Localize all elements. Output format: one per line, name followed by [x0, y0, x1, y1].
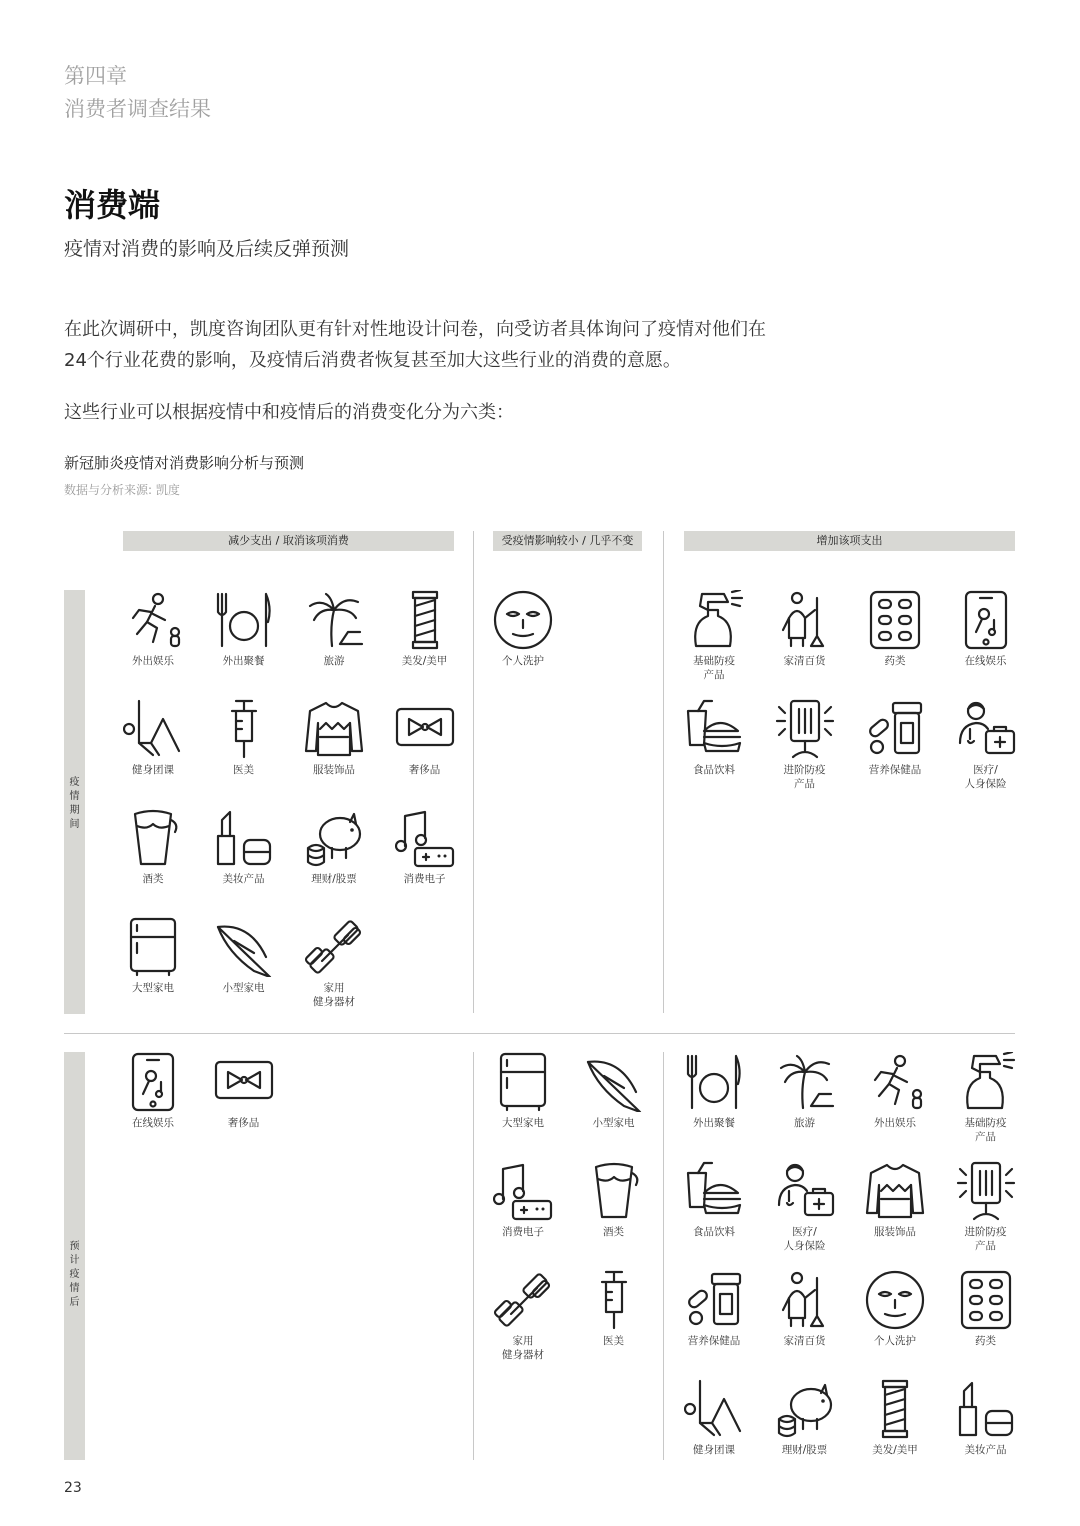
- doctor-kit-icon: [941, 699, 1031, 759]
- category-item: [760, 1161, 850, 1253]
- iron-icon: [569, 1052, 659, 1112]
- syringe-icon: [569, 1270, 659, 1330]
- category-label: 家清百货: [783, 655, 826, 667]
- category-label: 进阶防疫 产品: [783, 764, 826, 790]
- chapter-title: 消费者调查结果: [64, 97, 211, 121]
- category-label: 食品饮料: [693, 764, 735, 776]
- category-item: [569, 1052, 659, 1130]
- category-label: 医美: [233, 764, 254, 776]
- category-item: [850, 699, 940, 777]
- category-label: 外出娱乐: [132, 655, 174, 667]
- column-divider-2-bottom: [663, 1052, 664, 1460]
- category-label: 酒类: [142, 873, 164, 885]
- fridge-icon: [108, 917, 198, 977]
- category-label: 奢侈品: [408, 764, 441, 776]
- category-item: [289, 917, 379, 1009]
- category-label: 服装饰品: [874, 1226, 916, 1238]
- category-item: [108, 808, 198, 886]
- category-item: [941, 590, 1031, 668]
- category-item: [941, 1052, 1031, 1144]
- spray-bottle-icon: [941, 1052, 1031, 1112]
- figure-title: 新冠肺炎疫情对消费影响分析与预测: [64, 454, 305, 472]
- category-item: [941, 1379, 1031, 1457]
- category-item: [108, 590, 198, 668]
- fork-plate-knife-icon: [669, 1052, 759, 1112]
- cleaner-icon: [760, 1270, 850, 1330]
- category-item: [199, 917, 289, 995]
- category-label: 家用 健身器材: [502, 1335, 544, 1361]
- palm-tree-icon: [760, 1052, 850, 1112]
- category-item: [478, 590, 568, 668]
- doctor-kit-icon: [760, 1161, 850, 1221]
- category-item: [760, 1052, 850, 1130]
- supplement-icon: [669, 1270, 759, 1330]
- piggy-bank-icon: [760, 1379, 850, 1439]
- category-label: 外出聚餐: [222, 655, 265, 667]
- intro-line-1: 在此次调研中，凯度咨询团队更有针对性地设计问卷，向受访者具体询问了疫情对他们在: [64, 319, 766, 340]
- grid-during-same: [478, 590, 659, 1014]
- barber-pole-icon: [380, 590, 470, 650]
- category-item: [850, 1379, 940, 1457]
- category-label: 个人洗护: [502, 655, 544, 667]
- column-divider-1-bottom: [473, 1052, 474, 1460]
- palm-tree-icon: [289, 590, 379, 650]
- fridge-icon: [478, 1052, 568, 1112]
- category-paragraph: 这些行业可以根据疫情中和疫情后的消费变化分为六类：: [64, 402, 514, 423]
- face-mask-icon: [850, 1270, 940, 1330]
- dumbbell-icon: [289, 917, 379, 977]
- category-label: 医美: [603, 1335, 624, 1347]
- yoga-person-icon: [669, 1379, 759, 1439]
- page-number: 23: [64, 1480, 82, 1496]
- grid-after-increase: [669, 1052, 1031, 1460]
- row-label-during-text: 疫 情 期 间: [69, 777, 80, 830]
- category-item: [760, 699, 850, 791]
- category-item: [850, 1052, 940, 1130]
- row-divider: [64, 1033, 1015, 1034]
- intro-line-2: 24个行业花费的影响，及疫情后消费者恢复甚至加大这些行业的消费的意愿。: [64, 350, 681, 371]
- person-running-icon: [850, 1052, 940, 1112]
- column-divider-2-top: [663, 531, 664, 1013]
- figure-source: 数据与分析来源: 凯度: [64, 483, 180, 497]
- category-item: [669, 1052, 759, 1130]
- page-title: 消费端: [64, 186, 161, 224]
- category-item: [569, 1161, 659, 1239]
- category-label: 家用 健身器材: [313, 982, 355, 1008]
- category-label: 奢侈品: [227, 1117, 260, 1129]
- category-label: 美发/美甲: [401, 655, 448, 667]
- category-item: [478, 1052, 568, 1130]
- chapter-heading: [64, 60, 211, 126]
- music-gamepad-icon: [478, 1161, 568, 1221]
- pill-pack-icon: [850, 590, 940, 650]
- category-label: 基础防疫 产品: [693, 655, 735, 681]
- category-item: [199, 699, 289, 777]
- phone-mic-icon: [941, 590, 1031, 650]
- category-label: 健身团课: [693, 1444, 735, 1456]
- fork-plate-knife-icon: [199, 590, 289, 650]
- sweater-icon: [850, 1161, 940, 1221]
- category-item: [669, 699, 759, 777]
- category-item: [380, 590, 470, 668]
- music-gamepad-icon: [380, 808, 470, 868]
- category-label: 健身团课: [132, 764, 174, 776]
- category-item: [941, 699, 1031, 791]
- category-label: 美妆产品: [222, 873, 265, 885]
- pill-pack-icon: [941, 1270, 1031, 1330]
- category-label: 大型家电: [132, 982, 174, 994]
- purifier-icon: [941, 1161, 1031, 1221]
- row-label-during: [64, 590, 85, 1014]
- category-item: [669, 1270, 759, 1348]
- category-item: [760, 590, 850, 668]
- lipstick-icon: [199, 808, 289, 868]
- category-label: 消费电子: [403, 873, 446, 885]
- category-item: [199, 590, 289, 668]
- category-item: [669, 1379, 759, 1457]
- category-label: 在线娱乐: [964, 655, 1007, 667]
- category-label: 在线娱乐: [132, 1117, 174, 1129]
- syringe-icon: [199, 699, 289, 759]
- grid-during-reduce: [108, 590, 470, 1014]
- category-item: [108, 917, 198, 995]
- category-item: [760, 1379, 850, 1457]
- category-label: 小型家电: [222, 982, 265, 994]
- beer-glass-icon: [108, 808, 198, 868]
- column-divider-1-top: [473, 531, 474, 1013]
- lipstick-icon: [941, 1379, 1031, 1439]
- intro-paragraph: [64, 314, 964, 376]
- grid-after-reduce: [108, 1052, 470, 1460]
- category-label: 营养保健品: [868, 764, 922, 776]
- category-item: [108, 1052, 198, 1130]
- category-label: 外出聚餐: [693, 1117, 735, 1129]
- category-item: [760, 1270, 850, 1348]
- category-label: 理财/股票: [781, 1444, 828, 1456]
- category-label: 大型家电: [502, 1117, 544, 1129]
- person-running-icon: [108, 590, 198, 650]
- category-item: [108, 699, 198, 777]
- bow-box-icon: [380, 699, 470, 759]
- drink-burger-icon: [669, 699, 759, 759]
- category-label: 药类: [884, 655, 906, 667]
- category-label: 药类: [975, 1335, 996, 1347]
- category-label: 服装饰品: [313, 764, 355, 776]
- grid-after-same: [478, 1052, 659, 1460]
- category-item: [941, 1270, 1031, 1348]
- category-label: 美发/美甲: [872, 1444, 918, 1456]
- category-label: 消费电子: [502, 1226, 544, 1238]
- category-label: 基础防疫 产品: [964, 1117, 1007, 1143]
- column-header-same: 受疫情影响较小 / 几乎不变: [493, 531, 642, 551]
- purifier-icon: [760, 699, 850, 759]
- phone-mic-icon: [108, 1052, 198, 1112]
- category-item: [850, 1161, 940, 1239]
- category-item: [199, 1052, 289, 1130]
- category-item: [669, 590, 759, 682]
- category-label: 个人洗护: [874, 1335, 916, 1347]
- category-label: 医疗/ 人身保险: [783, 1226, 826, 1252]
- beer-glass-icon: [569, 1161, 659, 1221]
- category-item: [478, 1270, 568, 1362]
- category-label: 食品饮料: [693, 1226, 735, 1238]
- chapter-number: 第四章: [64, 64, 127, 88]
- grid-during-increase: [669, 590, 1031, 1014]
- iron-icon: [199, 917, 289, 977]
- category-item: [850, 590, 940, 668]
- category-item: [289, 590, 379, 668]
- category-label: 旅游: [323, 655, 345, 667]
- category-item: [380, 808, 470, 886]
- category-item: [289, 699, 379, 777]
- category-label: 外出娱乐: [874, 1117, 916, 1129]
- category-label: 营养保健品: [687, 1335, 741, 1347]
- drink-burger-icon: [669, 1161, 759, 1221]
- category-label: 理财/股票: [311, 873, 357, 885]
- category-label: 家清百货: [783, 1335, 826, 1347]
- column-header-reduce: 减少支出 / 取消该项消费: [123, 531, 454, 551]
- piggy-bank-icon: [289, 808, 379, 868]
- category-label: 小型家电: [592, 1117, 635, 1129]
- category-label: 酒类: [603, 1226, 624, 1238]
- sweater-icon: [289, 699, 379, 759]
- category-item: [669, 1161, 759, 1239]
- yoga-person-icon: [108, 699, 198, 759]
- category-item: [850, 1270, 940, 1348]
- category-label: 旅游: [794, 1117, 815, 1129]
- category-item: [478, 1161, 568, 1239]
- category-item: [941, 1161, 1031, 1253]
- barber-pole-icon: [850, 1379, 940, 1439]
- category-label: 进阶防疫 产品: [964, 1226, 1007, 1252]
- category-label: 医疗/ 人身保险: [964, 764, 1007, 790]
- category-item: [199, 808, 289, 886]
- dumbbell-icon: [478, 1270, 568, 1330]
- page-subtitle: 疫情对消费的影响及后续反弹预测: [64, 238, 350, 260]
- column-header-increase: 增加该项支出: [684, 531, 1015, 551]
- row-label-after-text: 预 计 疫 情 后: [69, 1241, 80, 1308]
- category-label: 美妆产品: [964, 1444, 1007, 1456]
- category-item: [289, 808, 379, 886]
- supplement-icon: [850, 699, 940, 759]
- bow-box-icon: [199, 1052, 289, 1112]
- category-item: [569, 1270, 659, 1348]
- face-mask-icon: [478, 590, 568, 650]
- row-label-after: [64, 1052, 85, 1460]
- cleaner-icon: [760, 590, 850, 650]
- category-item: [380, 699, 470, 777]
- spray-bottle-icon: [669, 590, 759, 650]
